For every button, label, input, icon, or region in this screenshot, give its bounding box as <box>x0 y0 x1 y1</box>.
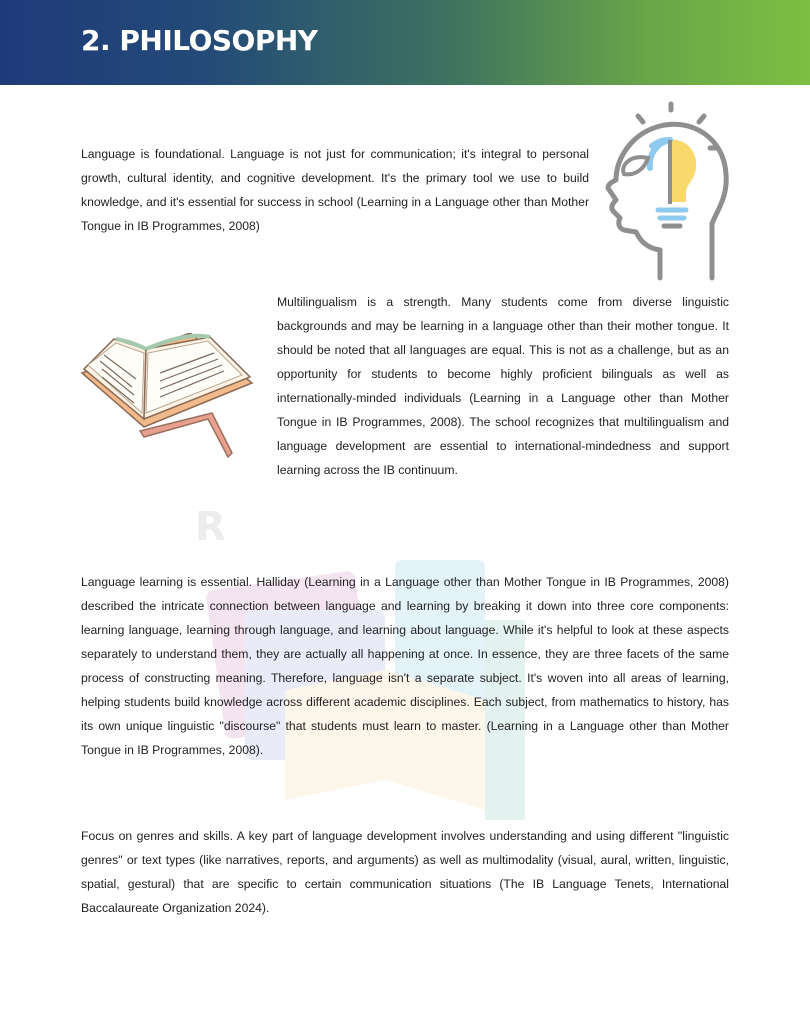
paragraph-language-foundational: Language is foundational. Language is not just for communication; it's integral to personal growth, cultural identity, and cognitive development. It's the primary tool we use to build knowledge, and it's essential for success in school (Learning in a Language other than Mother Tongue in IB Programmes, 2008) <box>81 147 589 233</box>
page-title: 2. PHILOSOPHY <box>81 24 318 57</box>
open-book-icon <box>80 333 275 463</box>
watermark-letters: R <box>195 504 226 550</box>
head-lightbulb-icon <box>600 100 730 282</box>
paragraph-multilingualism: Multilingualism is a strength. Many students come from diverse linguistic backgrounds and may be learning in a language other than their mother tongue. It should be noted that all languages are equal. This is not as a challenge, but as an opportunity for students to become highly proficient bilinguals as well as internationally-minded individuals (Learning in a Language other than Mother Tongue in IB Programmes, 2008). The school recognizes that multilingualism and language development are essential to international-mindedness and support learning across the IB continuum. <box>277 295 729 477</box>
paragraph-language-learning: Language learning is essential. Halliday (Learning in a Language other than Mother Tongue in IB Programmes, 2008) described the intricate connection between language and learning by breaking it down into three core components: learning language, learning through language, and learning about language. While it's helpful to look at these aspects separately to understand them, they are actually all happening at once. In essence, they are three facets of the same process of constructing meaning. Therefore, language isn't a separate subject. It's woven into all areas of learning, helping students build knowledge across different academic disciplines. Each subject, from mathematics to history, has its own unique linguistic "discourse" that students must learn to master. (Learning in a Language other than Mother Tongue in IB Programmes, 2008). <box>81 575 729 757</box>
paragraph-genres-skills: Focus on genres and skills. A key part of language development involves understanding and using different "linguistic genres" or text types (like narratives, reports, and arguments) as well as multimodality (visual, aural, written, linguistic, spatial, gestural) that are specific to certain communication situations (The IB Language Tenets, International Baccalaureate Organization 2024). <box>81 829 729 915</box>
page-header <box>0 0 810 85</box>
